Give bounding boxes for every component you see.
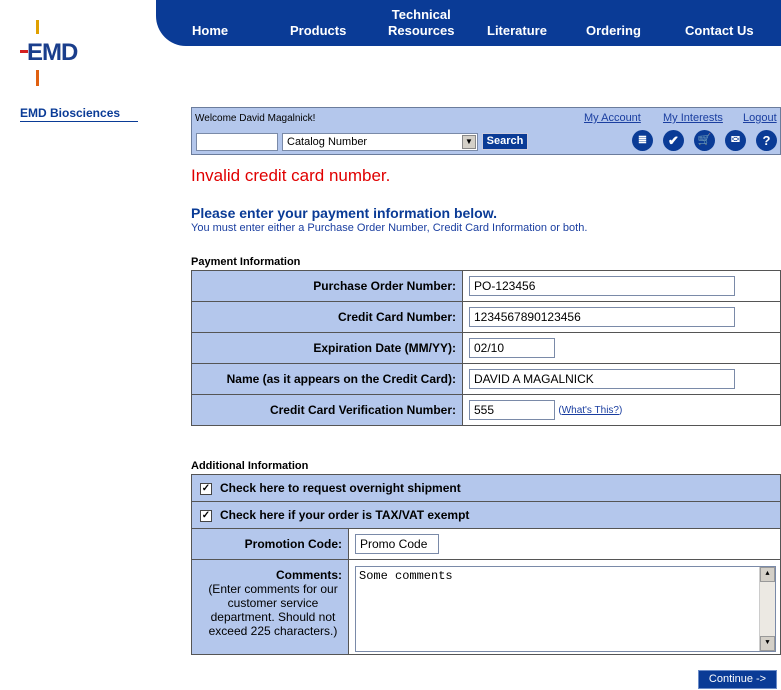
comments-textarea[interactable]	[355, 566, 776, 652]
table-row	[192, 364, 781, 395]
my-account-link[interactable]: My Account	[584, 112, 641, 124]
list-icon[interactable]: ≣	[632, 130, 653, 151]
logo-text: EMD	[27, 39, 78, 66]
continue-button[interactable]: Continue ->	[698, 670, 777, 689]
payment-section-title: Payment Information	[191, 256, 301, 268]
expiration-field[interactable]: 02/10	[469, 338, 555, 358]
table-row	[192, 302, 781, 333]
whats-this: (What's This?)	[558, 405, 623, 417]
cc-number-field[interactable]: 1234567890123456	[469, 307, 735, 327]
welcome-text: Welcome David Magalnick!	[195, 113, 316, 124]
cart-icon[interactable]: 🛒	[694, 130, 715, 151]
emd-logo[interactable]	[18, 20, 88, 86]
overnight-checkbox[interactable]: ✓	[201, 482, 211, 494]
cvv-cell	[463, 395, 781, 426]
nav-technical-resources[interactable]	[388, 7, 454, 39]
logo-bar-bottom	[36, 70, 39, 86]
search-type-value: Catalog Number	[287, 136, 368, 148]
logo-bar-top	[36, 20, 39, 34]
scroll-down-icon[interactable]: ▼	[760, 636, 775, 651]
comments-cell	[349, 560, 781, 655]
nav-products[interactable]: Products	[290, 23, 347, 38]
po-number-cell	[463, 271, 781, 302]
cc-number-label: Credit Card Number:	[192, 302, 463, 333]
cvv-label: Credit Card Verification Number:	[192, 395, 463, 426]
expiration-label: Expiration Date (MM/YY):	[192, 333, 463, 364]
promo-code-label: Promotion Code:	[192, 529, 349, 560]
checkmark-icon[interactable]: ✔	[663, 130, 684, 151]
tax-exempt-checkbox[interactable]: ✓	[201, 509, 211, 521]
table-row	[192, 395, 781, 426]
sidebar-link-emd-biosciences[interactable]: EMD Biosciences	[20, 106, 138, 122]
top-navigation	[156, 0, 781, 46]
nav-home[interactable]: Home	[192, 23, 229, 38]
cardholder-name-label: Name (as it appears on the Credit Card):	[192, 364, 463, 395]
table-row	[192, 560, 781, 655]
page-heading: Please enter your payment information below.	[191, 205, 497, 221]
payment-table	[191, 270, 781, 426]
help-icon[interactable]: ?	[756, 130, 777, 151]
page-subheading: You must enter either a Purchase Order Number, Credit Card Information or both.	[191, 222, 588, 234]
nav-ordering[interactable]: Ordering	[586, 23, 641, 38]
table-row	[192, 475, 781, 502]
comments-label: Comments:	[275, 568, 342, 582]
error-message: Invalid credit card number.	[191, 166, 391, 185]
table-row	[192, 333, 781, 364]
nav-contact-us[interactable]: Contact Us	[685, 23, 754, 38]
logout-link[interactable]: Logout	[743, 112, 777, 124]
po-number-label: Purchase Order Number:	[192, 271, 463, 302]
po-number-field[interactable]: PO-123456	[469, 276, 735, 296]
my-interests-link[interactable]: My Interests	[663, 112, 723, 124]
promo-code-cell	[349, 529, 781, 560]
tax-exempt-label: Check here if your order is TAX/VAT exempt	[220, 508, 470, 522]
comments-label-cell	[192, 560, 349, 655]
mail-icon[interactable]: ✉	[725, 130, 746, 151]
overnight-label: Check here to request overnight shipment	[220, 481, 461, 495]
comments-hint: (Enter comments for our customer service department. Should not exceed 225 characters.)	[208, 582, 338, 638]
cc-number-cell	[463, 302, 781, 333]
search-input[interactable]	[196, 133, 278, 151]
nav-technical-line2: Resources	[388, 23, 455, 38]
expiration-cell	[463, 333, 781, 364]
additional-section-title: Additional Information	[191, 460, 309, 472]
cvv-field[interactable]: 555	[469, 400, 555, 420]
table-row	[192, 271, 781, 302]
tax-exempt-row	[192, 502, 781, 529]
whats-this-link[interactable]: What's This?	[561, 405, 619, 417]
user-bar	[191, 107, 781, 155]
search-type-select[interactable]	[282, 133, 478, 151]
search-button[interactable]: Search	[482, 133, 528, 150]
nav-literature[interactable]: Literature	[487, 23, 547, 38]
cardholder-name-cell	[463, 364, 781, 395]
comments-value: Some comments	[359, 568, 453, 583]
cardholder-name-field[interactable]: DAVID A MAGALNICK	[469, 369, 735, 389]
promo-code-field[interactable]: Promo Code	[355, 534, 439, 554]
scroll-up-icon[interactable]: ▲	[760, 567, 775, 582]
additional-table	[191, 474, 781, 655]
table-row	[192, 529, 781, 560]
chevron-down-icon[interactable]: ▼	[462, 135, 476, 149]
comments-scrollbar[interactable]	[759, 567, 775, 651]
nav-technical-line1: Technical	[391, 7, 451, 22]
overnight-row	[192, 475, 781, 502]
table-row	[192, 502, 781, 529]
